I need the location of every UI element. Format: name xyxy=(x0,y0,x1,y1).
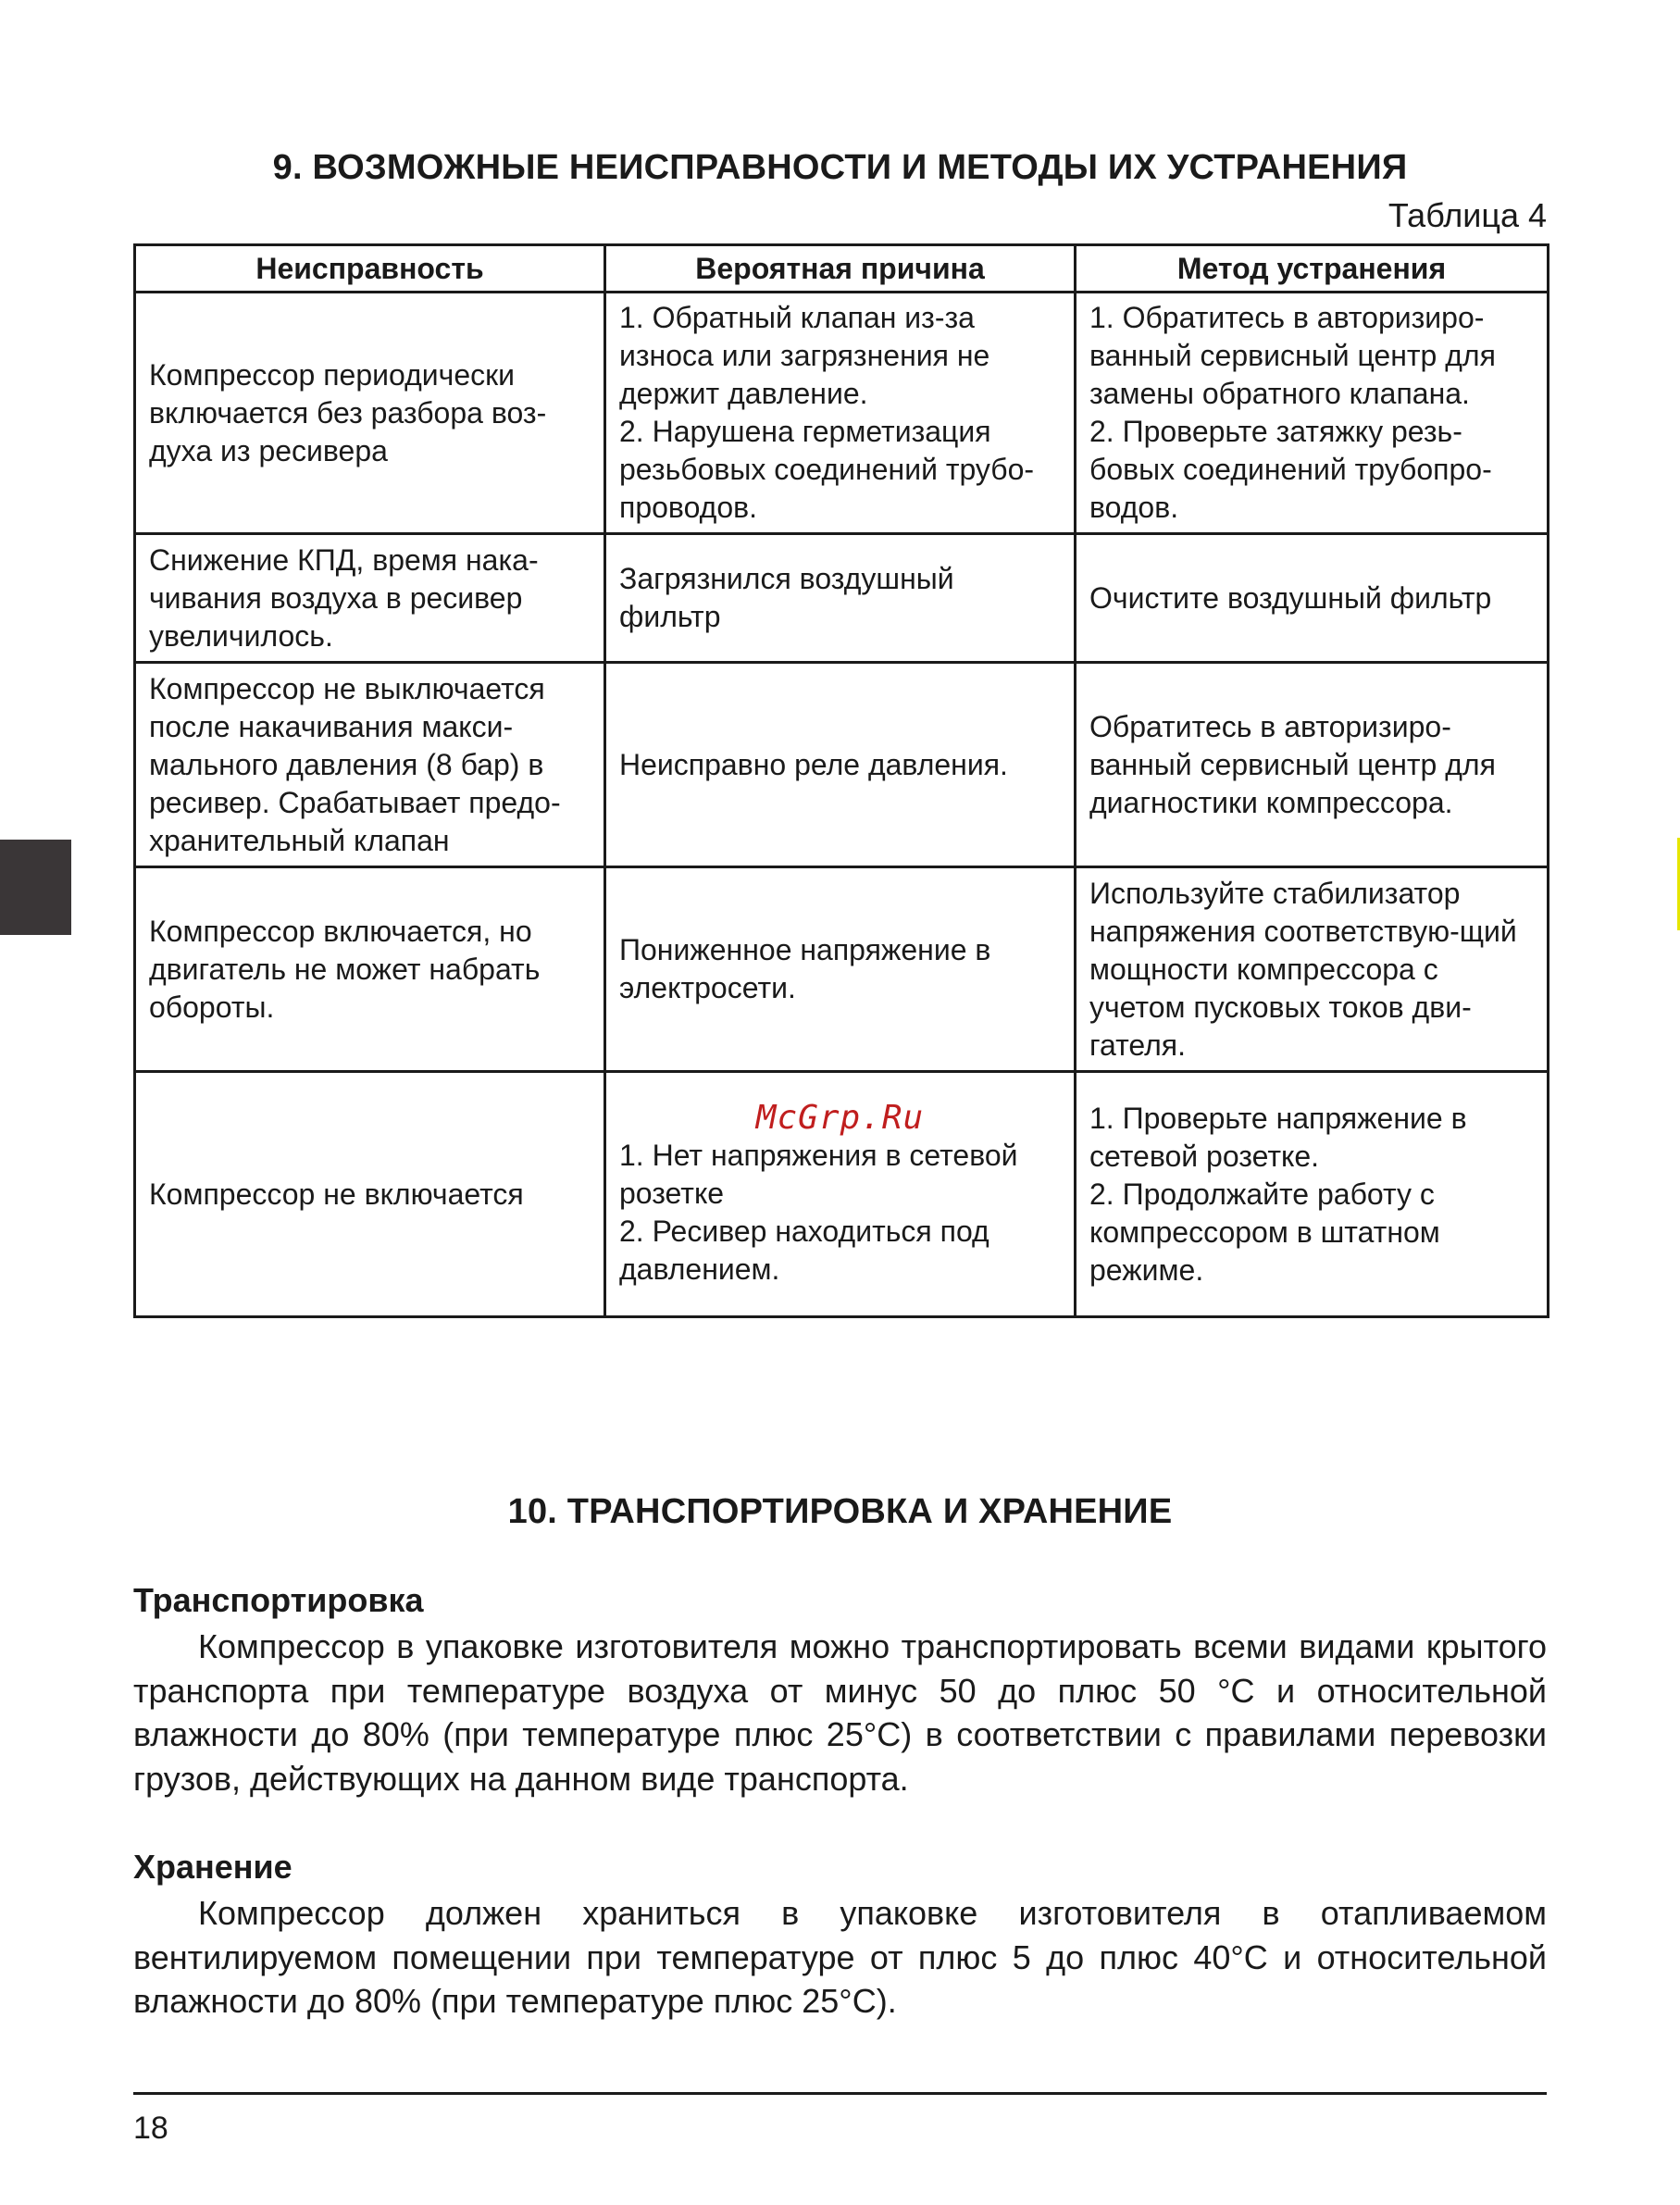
cause-cell xyxy=(605,663,1076,867)
remedy-cell xyxy=(1076,534,1549,663)
fault-text: Снижение КПД, время нака-чивания воздуха в ресивер увеличилось. xyxy=(149,542,539,653)
remedy-line: 2. Проверьте затяжку резь-бовых соединений трубопро-водов. xyxy=(1089,415,1492,524)
remedy-line: 1. Проверьте напряжение в сетевой розетке. xyxy=(1089,1101,1467,1173)
section-9-title: 9. ВОЗМОЖНЫЕ НЕИСПРАВНОСТИ И МЕТОДЫ ИХ УСТРАНЕНИЯ xyxy=(272,148,1408,187)
footer-divider xyxy=(133,2092,1547,2095)
remedy-cell xyxy=(1076,1072,1549,1317)
transport-heading: Транспортировка xyxy=(133,1581,424,1619)
remedy-cell xyxy=(1076,293,1549,534)
fault-text: Компрессор не включается xyxy=(149,1177,524,1211)
cause-line: 1. Нет напряжения в сетевой розетке xyxy=(619,1139,1018,1210)
watermark-logo: McGrp.Ru xyxy=(755,1099,925,1137)
fault-text: Компрессор включается, но двигатель не может набрать обороты. xyxy=(149,914,541,1024)
side-tab-marker xyxy=(0,840,71,935)
section-10-title: 10. ТРАНСПОРТИРОВКА И ХРАНЕНИЕ xyxy=(507,1492,1173,1531)
page-number: 18 xyxy=(133,2111,168,2146)
remedy-line: 1. Обратитесь в авторизиро-ванный сервисный центр для замены обратного клапана. xyxy=(1089,301,1496,410)
fault-cell xyxy=(135,534,605,663)
storage-heading: Хранение xyxy=(133,1848,292,1886)
cause-cell xyxy=(605,1072,1076,1317)
header-cause: Вероятная причина xyxy=(605,245,1076,293)
table-header-row xyxy=(135,245,1549,293)
faults-table xyxy=(133,243,1549,1318)
cause-line: Загрязнился воздушный фильтр xyxy=(619,562,954,633)
cause-cell xyxy=(605,867,1076,1072)
cause-line: Пониженное напряжение в электросети. xyxy=(619,933,991,1004)
cause-cell xyxy=(605,534,1076,663)
fault-cell xyxy=(135,663,605,867)
remedy-line: Используйте стабилизатор напряжения соответствую-щий мощности компрессора с учетом пусковых токов дви-гателя. xyxy=(1089,876,1517,1062)
remedy-cell xyxy=(1076,867,1549,1072)
table-row xyxy=(135,534,1549,663)
table-row xyxy=(135,1072,1549,1317)
storage-paragraph: Компрессор должен храниться в упаковке изготовителя в отапливаемом вентилируемом помещении при температуре от плюс 5 до плюс 40°С и относительной влажности до 80% (при температуре плюс 25°С). xyxy=(133,1894,1547,2020)
header-remedy: Метод устранения xyxy=(1076,245,1549,293)
remedy-line: 2. Продолжайте работу с компрессором в штатном режиме. xyxy=(1089,1177,1440,1287)
fault-text: Компрессор периодически включается без разбора воз-духа из ресивера xyxy=(149,357,547,467)
table-row xyxy=(135,663,1549,867)
fault-cell xyxy=(135,1072,605,1317)
cause-line: 1. Обратный клапан из-за износа или загрязнения не держит давление. xyxy=(619,301,990,410)
cause-line: 2. Нарушена герметизация резьбовых соединений трубо-проводов. xyxy=(619,415,1035,524)
fault-cell xyxy=(135,293,605,534)
header-fault: Неисправность xyxy=(135,245,605,293)
remedy-line: Обратитесь в авторизиро-ванный сервисный центр для диагностики компрессора. xyxy=(1089,709,1496,819)
cause-line: Неисправно реле давления. xyxy=(619,747,1008,781)
fault-cell xyxy=(135,867,605,1072)
cause-line: 2. Ресивер находиться под давлением. xyxy=(619,1215,989,1286)
fault-text: Компрессор не выключается после накачивания макси-мального давления (8 бар) в ресивер. Срабатывает предо-хранительный клапан xyxy=(149,671,561,857)
table-label: Таблица 4 xyxy=(1388,196,1547,234)
transport-paragraph: Компрессор в упаковке изготовителя можно транспортировать всеми видами крытого транспорта при температуре воздуха от минус 50 до плюс 50 °С и относительной влажности до 80% (при температуре плюс 25°С) в соответствии с правилами перевозки грузов, действующих на данном виде транспорта. xyxy=(133,1627,1547,1798)
cause-cell xyxy=(605,293,1076,534)
table-row xyxy=(135,293,1549,534)
remedy-line: Очистите воздушный фильтр xyxy=(1089,580,1492,615)
remedy-cell xyxy=(1076,663,1549,867)
table-row xyxy=(135,867,1549,1072)
